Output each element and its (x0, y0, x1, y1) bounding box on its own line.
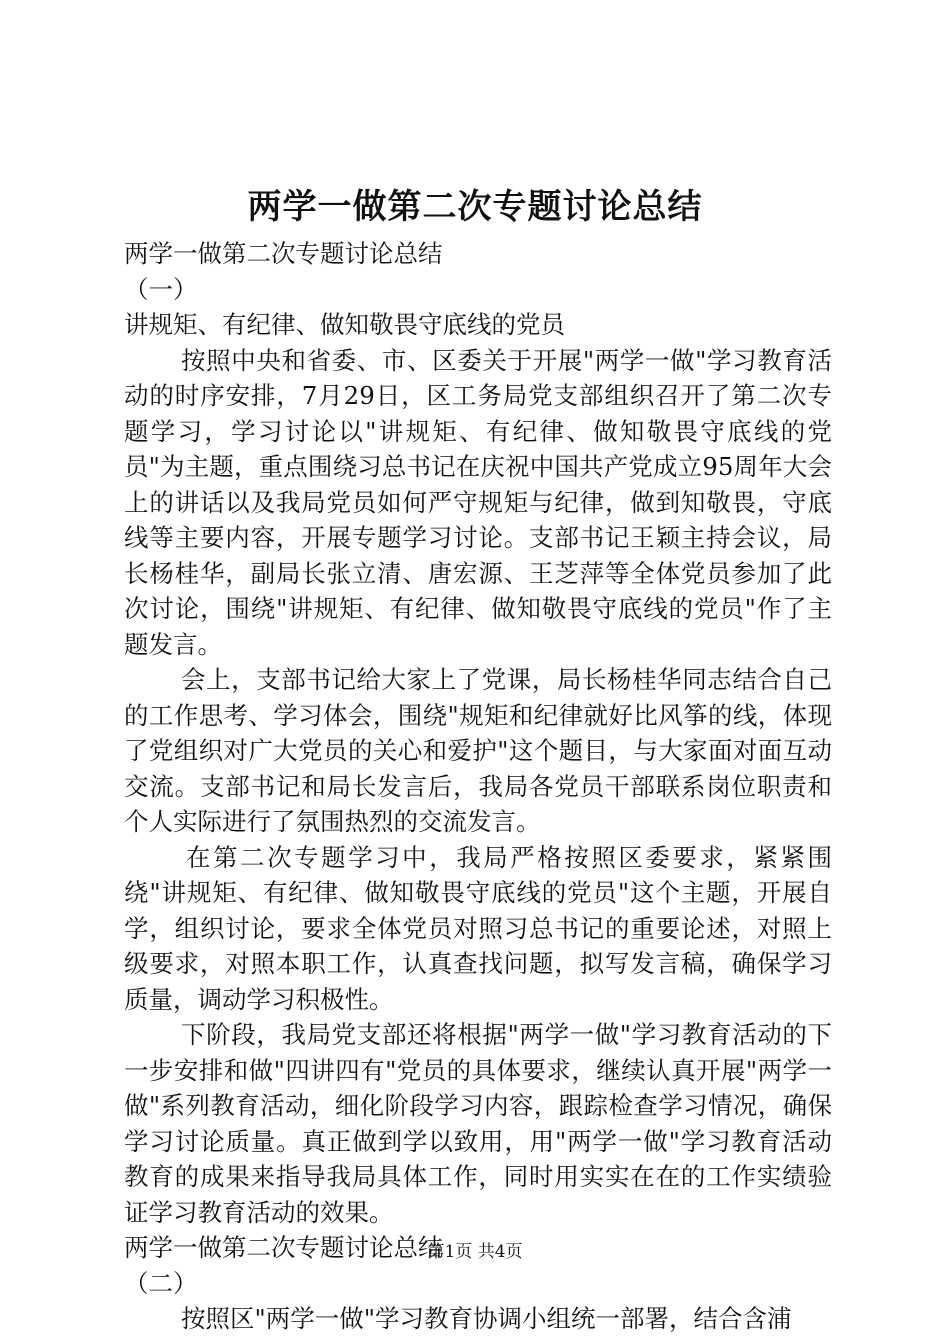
paragraph-1: 按照中央和省委、市、区委关于开展"两学一做"学习教育活动的时序安排，7月29日，区工务局党支部组织召开了第二次专题学习，学习讨论以"讲规矩、有纪律、做知敬畏守底线的党员"为主题，重点围绕习总书记在庆祝中国共产党成立95周年大会上的讲话以及我局党员如何严守规矩与纪律，做到知敬畏，守底线等主要内容，开展专题学习讨论。支部书记王颖主持会议，局长杨桂华，副局长张立清、唐宏源、王芝萍等全体党员参加了此次讨论，围绕"讲规矩、有纪律、做知敬畏守底线的党员"作了主题发言。 (124, 345, 832, 659)
section-heading: 讲规矩、有纪律、做知敬畏守底线的党员 (124, 310, 565, 339)
paragraph-4: 下阶段，我局党支部还将根据"两学一做"学习教育活动的下一步安排和做"四讲四有"党员的具体要求，继续认真开展"两学一做"系列教育活动，细化阶段学习内容，跟踪检查学习情况，确保学习讨论质量。真正做到学以致用，用"两学一做"学习教育活动教育的成果来指导我局具体工作，同时用实实在在的工作实绩验证学习教育活动的效果。 (124, 1020, 832, 1227)
paragraph-2: 会上，支部书记给大家上了党课，局长杨桂华同志结合自己的工作思考、学习体会，围绕"规矩和纪律就好比风筝的线，体现了党组织对广大党员的关心和爱护"这个题目，与大家面对面互动交流。支部书记和局长发言后，我局各党员干部联系岗位职责和个人实际进行了氛围热烈的交流发言。 (124, 665, 832, 836)
paragraph-3: 在第二次专题学习中，我局严格按照区委要求，紧紧围绕"讲规矩、有纪律、做知敬畏守底线的党员"这个主题，开展自学，组织讨论，要求全体党员对照习总书记的重要论述，对照上级要求，对照本职工作，认真查找问题，拟写发言稿，确保学习质量，调动学习积极性。 (124, 842, 832, 1014)
section-number-2: （二） (124, 1268, 198, 1298)
document-title: 两学一做第二次专题讨论总结 (247, 187, 703, 227)
subtitle-line-2: 两学一做第二次专题讨论总结 (124, 1233, 443, 1262)
document-body (124, 236, 832, 1337)
subtitle-line: 两学一做第二次专题讨论总结 (124, 239, 443, 268)
section-number-1: （一） (124, 274, 198, 304)
paragraph-5: 按照区"两学一做"学习教育协调小组统一部署，结合含浦 (181, 1304, 792, 1333)
page-footer: 第1页 共4页 (427, 1242, 523, 1262)
